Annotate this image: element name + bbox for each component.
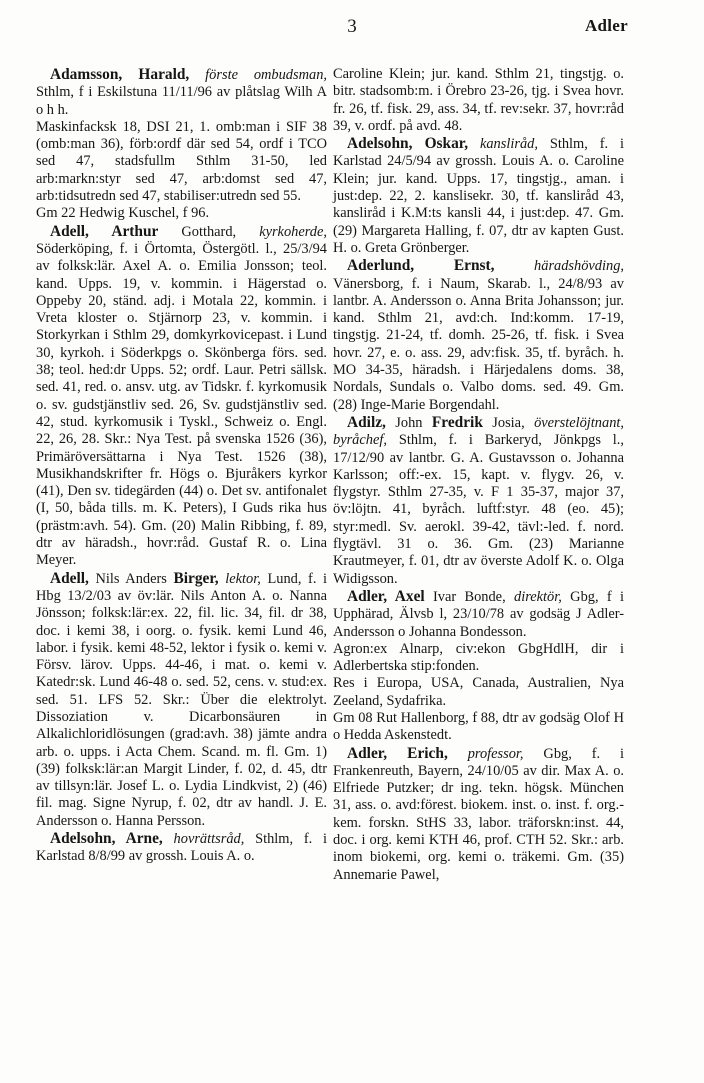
right-column	[333, 66, 624, 884]
left-column	[36, 66, 327, 866]
entry-paragraph: Agron:ex Alnarp, civ:ekon GbgHdlH, dir i Adlerbertska stip:fonden.	[333, 640, 624, 675]
entry: Adell, Nils Anders Birger, lektor, Lund, f. i Hbg 13/2/03 av öv:lär. Nils Anton A. o. Nanna Jönsson; folksk:lär:ex. 22, fil. lic. 34, fil. dr 38, doc. i kemi 38, i oorg. o. fysik. kemi Lund 46, labor. i fysik. kemi 48-52, lektor i fysik o. kemi v. Försv. lärov. Upps. 44-46, i mat. o. kemi v. Katedr:sk. Lund 46-48 o. sed. 52, cens. v. stud:ex. sed. 51. LFS 52. Skr.: Über die elektrolyt. Dissoziation v. Dicarbonsäuren in Alkalichloridlösungen (grad:avh. 38) jämte andra arb. o. upps. i Acta Chem. Scand. m. fl. Gm. 1) (39) folksk:lär:an Margit Linder, f. 02, d. 45, dtr av tillsyn:lär. Josef L. o. Lydia Lindkvist, 2) (46) fil. mag. Signe Nyrup, f. 02, dtr av handl. J. E. Andersson o. Hanna Persson.	[36, 569, 328, 829]
entry: Adell, Arthur Gotthard, kyrkoherde, Söderköping, f. i Örtomta, Östergötl. l., 25/3/94 av folksk:lär. Axel A. o. Emilia Jonsson; teol. kand. Upps. 19, v. kommin. i Hägerstad o. Oppeby 20, ständ. adj. i Motala 22, kommin. i Vreta kloster o. Stjärnorp 23, v. kommin. i Storkyrkan i Sthlm 29, domkyrkovicepast. i Lund 30, kyrkoh. i Söderkpgs o. Skönberga förs. sed. 38; teol. hed:dr Upps. 52; ordf. Laur. Petri sällsk. sed. 41, red. o. ansv. utg. av Tidskr. f. kyrkomusik o. sv. gudstjänstliv sed. 26, Sv. gudstjänstliv sed. 42, stud. kyrkomusik i Tyskl., Schweiz o. Engl. 22, 26, 28. Skr.: Nya Test. på svenska 1526 (36), Primäröversättarna i Nya Test. 1526 (38), Musikhandskrifter fr. Högs o. Bjuråkers kyrkor (41), Den sv. tidegärden (44) o. Det sv. antifonalet (I, 50, båda tills. m. K. Peters), I Guds rika hus (prästm:avh. 54). Gm. (20) Malin Ribbing, f. 89, dtr av häradsh., hovr:råd. Gustaf R. o. Lina Meyer.	[36, 222, 327, 569]
entry-paragraph: Res i Europa, USA, Canada, Australien, Nya Zeeland, Sydafrika.	[333, 675, 624, 709]
entry-continuation: Caroline Klein; jur. kand. Sthlm 21, tingstjg. o. bitr. stadsomb:m. i Örebro 23-26, tjg. i Svea hovr. fr. 26, tf. fisk. 29, ass. 34, tf. rev:sekr. 37, hovr:råd 39, v. ordf. på avd. 48.	[333, 66, 624, 134]
entry: Adler, Erich, professor, Gbg, f. i Frankenreuth, Bayern, 24/10/05 av dir. Max A. o. Elfriede Putzker; dr ing. tekn. högsk. München 31, ass. o. avd:förest. biokem. inst. o. inst. f. org.-kem. forskn. StHS 33, labor. träforskn:inst. 44, doc. i org. kemi KTH 46, prof. CTH 52. Skr.: arb. inom biokemi, org. kemi o. träkemi. Gm. (35) Annemarie Pawel,	[333, 744, 624, 883]
page-number: 3	[347, 16, 357, 37]
entry-paragraph: Gm 22 Hedwig Kuschel, f 96.	[36, 205, 210, 222]
entry-paragraph: Gm 08 Rut Hallenborg, f 88, dtr av godsäg Olof H o Hedda Askenstedt.	[333, 709, 624, 744]
entry: Adelsohn, Arne, hovrättsråd, Sthlm, f. i Karlstad 8/8/99 av grossh. Louis A. o.	[36, 830, 327, 865]
entry: Adler, Axel Ivar Bonde, direktör, Gbg, f i Upphärad, Älvsb l, 23/10/78 av godsäg J Adler-Andersson o Johanna Bondesson.	[333, 587, 624, 640]
entry-paragraph: Maskinfacksk 18, DSI 21, 1. omb:man i SIF 38 (omb:man 36), förb:ordf där sed 54, ordf i TCO sed 47, stadsfullm Sthlm 31-50, led arb:markn:styr sed 47, arb:domst sed 47, arb:tidsutredn sed 47, stabiliser:utredn sed 55.	[36, 118, 327, 205]
entry: Adamsson, Harald, förste ombudsman, Sthlm, f i Eskilstuna 11/11/96 av plåtslag Wilh A o h h.	[36, 66, 327, 118]
entry: Adelsohn, Oskar, kansliråd, Sthlm, f. i Karlstad 24/5/94 av grossh. Louis A. o. Caroline Klein; jur. kand. Upps. 17, tingstjg., aman. i just:dep. 22, 2. kanslisekr. 30, tf. kansliråd 43, kansliråd i K.M:ts kansli 44, i just:dep. 47. Gm. (29) Margareta Halling, f. 07, dtr av kapten Gust. H. o. Greta Grönberger.	[333, 135, 625, 256]
entry: Aderlund, Ernst, häradshövding, Vänersborg, f. i Naum, Skarab. l., 24/8/93 av lantbr. A. Andersson o. Anna Brita Johansson; jur. kand. Sthlm 21, avd:ch. Ind:komm. 17-19, tingstjg. 21-24, tf. domh. 25-26, tf. fisk. i Svea hovr. 27, e. o. ass. 29, adv:fisk. 35, tf. byråch. h. MO 34-35, häradsh. i Härjedalens doms. 38, Nordals, Sundals o. Valbo doms. sed. 49. Gm. (28) Inge-Marie Borgendahl.	[333, 257, 624, 413]
entry: Adilz, John Fredrik Josia, överstelöjtnant, byråchef, Sthlm, f. i Barkeryd, Jönkpgs l., 17/12/90 av lantbr. G. A. Gustavsson o. Johanna Karlsson; off:-ex. 15, kapt. v. flygv. 26, v. flygstyr. Sthlm 27-35, v. F 1 35-37, major 37, öv:löjtn. 41, byråch. luftf:styr. 48 (eo. 45); styr:medl. Sv. aerokl. 39-42, tävl:-led. f. nord. flygtävl. 31 o. 36. Gm. (23) Marianne Krautmeyer, f. 01, dtr av överste Adolf K. o. Olga Widigsson.	[333, 413, 624, 587]
running-head: Adler	[584, 16, 628, 35]
